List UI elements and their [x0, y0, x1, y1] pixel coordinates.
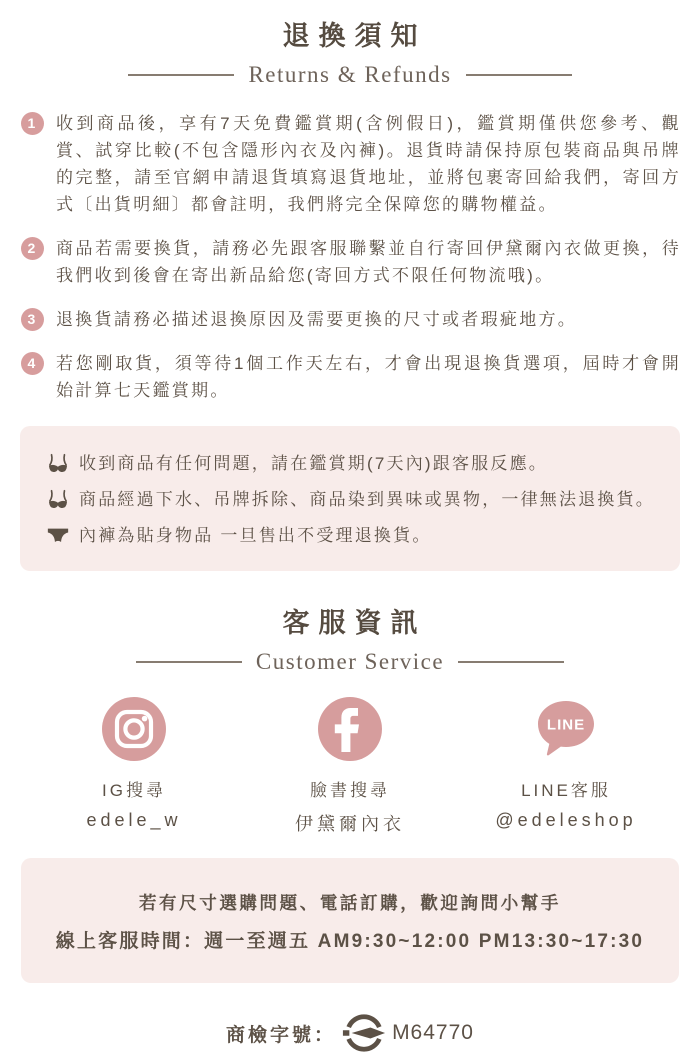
help-line-2: 線上客服時間：週一至週五 AM9:30~12:00 PM13:30~17:30 [55, 931, 645, 952]
returns-item-text: 收到商品後，享有7天免費鑑賞期(含例假日)，鑑賞期僅供您參考、觀賞、試穿比較(不包含隱形內衣及內褲)。退貨時請保持原包裝商品與吊牌的完整，請至官網申請退貨填寫退貨地址，並將包裹寄回給我們，寄回方式〔出貨明細〕都會註明，我們將完全保障您的購物權益。 [56, 114, 681, 214]
returns-items-list [0, 110, 700, 404]
number-badge: 2 [21, 237, 44, 260]
channel-instagram[interactable] [55, 697, 213, 836]
bra-icon [46, 452, 70, 476]
returns-notice-panel [20, 426, 680, 571]
returns-item-3 [21, 306, 681, 333]
number-badge: 4 [21, 352, 44, 375]
divider-line [466, 74, 572, 76]
returns-title: 退換須知 [282, 21, 427, 51]
line-icon[interactable] [534, 697, 598, 761]
facebook-glyph [318, 697, 382, 761]
returns-item-text: 退換貨請務必描述退換原因及需要更換的尺寸或者瑕疵地方。 [56, 310, 578, 329]
returns-item-4 [21, 350, 681, 404]
channel-line[interactable] [487, 697, 645, 836]
notice-text: 內褲為貼身物品 一旦售出不受理退換貨。 [79, 526, 432, 545]
divider-line [458, 661, 564, 663]
certification-row [0, 1011, 700, 1055]
channel-label: IG搜尋 [102, 781, 166, 800]
instagram-icon[interactable] [102, 697, 166, 761]
line-glyph [534, 696, 598, 762]
notice-text: 商品經過下水、吊牌拆除、商品染到異味或異物，一律無法退換貨。 [79, 490, 655, 509]
line-badge-text: LINE [546, 716, 586, 734]
returns-subtitle: Returns & Refunds [248, 62, 452, 87]
channel-handle: @edeleshop [495, 810, 637, 830]
service-section [0, 601, 700, 983]
certification-code: M64770 [392, 1021, 474, 1044]
returns-item-text: 若您剛取貨，須等待1個工作天左右，才會出現退換貨選項，屆時才會開始計算七天鑑賞期。 [56, 354, 681, 400]
returns-subtitle-row [0, 62, 700, 88]
number-badge: 1 [21, 112, 44, 135]
facebook-icon[interactable] [318, 697, 382, 761]
notice-text: 收到商品有任何問題，請在鑑賞期(7天內)跟客服反應。 [79, 454, 548, 473]
service-subtitle: Customer Service [255, 649, 445, 674]
channel-label: LINE客服 [521, 781, 611, 800]
notice-row [46, 522, 658, 549]
channel-facebook[interactable] [271, 697, 429, 836]
service-subtitle-row [0, 649, 700, 675]
service-channels [0, 697, 700, 836]
bsmi-inspection-mark-icon [342, 1011, 386, 1055]
divider-line [128, 74, 234, 76]
number-badge: 3 [21, 308, 44, 331]
certification-label: 商檢字號： [226, 1024, 337, 1046]
help-line-1: 若有尺寸選購問題、電話訂購，歡迎詢問小幫手 [138, 893, 562, 913]
returns-item-text: 商品若需要換貨，請務必先跟客服聯繫並自行寄回伊黛爾內衣做更換，待我們收到後會在寄出新品給您(寄回方式不限任何物流哦)。 [56, 239, 681, 285]
help-panel [21, 858, 679, 983]
returns-section [0, 14, 700, 571]
channel-handle: 伊黛爾內衣 [295, 814, 405, 834]
channel-label: 臉書搜尋 [310, 781, 390, 800]
divider-line [136, 661, 242, 663]
returns-item-1 [21, 110, 681, 218]
notice-row [46, 486, 658, 513]
service-title: 客服資訊 [282, 608, 427, 638]
panty-icon [46, 524, 70, 548]
returns-item-2 [21, 235, 681, 289]
bra-icon [46, 488, 70, 512]
notice-row [46, 450, 658, 477]
instagram-glyph [102, 697, 166, 761]
channel-handle: edele_w [86, 810, 182, 830]
